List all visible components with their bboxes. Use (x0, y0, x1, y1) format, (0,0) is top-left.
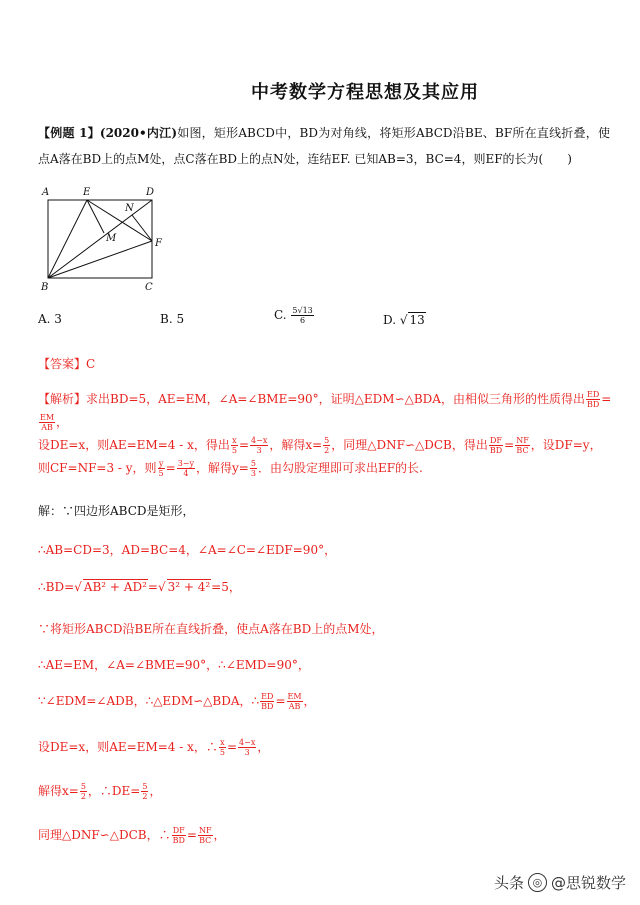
segment-ef (87, 200, 152, 241)
label-n: N (125, 203, 134, 214)
solution-line-6: ∵∠EDM=∠ADB，∴△EDM∽△BDA，∴ $\frac{ED}{BD}$ = $\frac{EM}{AB}$ ， (38, 692, 316, 711)
analysis-line-3: 则CF=NF=3 - y，则 $\frac{y}{5}$ = $\frac{3-y}{4}$ ，解得y= $\frac{5}{3}$ ．由勾股定理即可求出EF的长. (38, 459, 423, 478)
solution-line-4: ∵将矩形ABCD沿BE所在直线折叠，使点A落在BD上的点M处， (38, 622, 384, 636)
problem-label: 【例题 1】 (38, 126, 100, 140)
analysis-block (38, 388, 612, 480)
solution-line-7: 设DE=x，则AE=EM=4 - x，∴ $\frac{x}{5}$ = $\frac{4-x}{3}$ ， (38, 738, 270, 757)
answer-line: 【答案】C (38, 357, 96, 371)
problem-statement (38, 120, 610, 172)
solution-line-2: ∴AB=CD=3，AD=BC=4，∠A=∠C=∠EDF=90°， (38, 543, 337, 557)
page-title: 中考数学方程思想及其应用 (251, 82, 479, 103)
solution-line-1: 解：∵四边形ABCD是矩形， (38, 504, 195, 518)
author-handle: @思锐数学 (550, 874, 626, 892)
problem-source: (2020•内江) (99, 126, 177, 140)
option-c-numerator: 5√13 (292, 306, 313, 315)
analysis-line-2: 设DE=x，则AE=EM=4 - x，得出 $\frac{x}{5}$ = $\frac{4-x}{3}$ ，解得x= $\frac{5}{2}$ ，同理△DNF∽△DCB，得出 $\frac{DF}{BD}$ = $\frac{NF}{BC}$ ，设DF=y， (38, 436, 602, 455)
segment-fn (132, 215, 152, 241)
label-f: F (155, 238, 162, 249)
option-c: C. $\frac{5√13}{6}$ (274, 306, 313, 325)
label-m: M (106, 233, 117, 244)
option-c-denominator: 6 (300, 316, 306, 325)
platform-logo: 头条 (493, 874, 524, 892)
solution-line-3: ∴BD=√ AB² + AD²=√ 3² + 4²=5， (38, 580, 241, 594)
option-d-radicand: 13 (409, 313, 425, 327)
label-e: E (83, 187, 91, 198)
option-a: A. 3 (38, 312, 62, 326)
label-a: A (42, 187, 50, 198)
label-d: D (146, 187, 155, 198)
analysis-line-1: 【解析】求出BD=5，AE=EM，∠A=∠BME=90°，证明△EDM∽△BDA，由相似三角形的性质得出 $\frac{ED}{BD}$ = $\frac{EM}{AB}$ ， (38, 390, 612, 432)
problem-text: 如图，矩形ABCD中，BD为对角线，将矩形ABCD沿BE、BF所在直线折叠，使点A落在BD上的点M处，点C落在BD上的点N处，连结EF. 已知AB=3，BC=4，则EF的长为( ) (38, 126, 610, 166)
solution-line-8: 解得x= $\frac{5}{2}$ ，∴DE= $\frac{5}{2}$ ， (38, 782, 162, 801)
option-b: B. 5 (160, 312, 185, 326)
watermark (494, 872, 626, 893)
option-d: D. √ 13 (383, 313, 425, 327)
geometry-figure (38, 180, 168, 295)
diagonal-bd (48, 200, 152, 278)
label-b: B (41, 282, 49, 293)
solution-line-5: ∴AE=EM，∠A=∠BME=90°，∴∠EMD=90°， (38, 658, 310, 672)
solution-line-9: 同理△DNF∽△DCB，∴ $\frac{DF}{BD}$ = $\frac{NF}{BC}$ ， (38, 826, 226, 845)
author-avatar-icon: ◎ (528, 873, 547, 892)
label-c: C (145, 282, 153, 293)
